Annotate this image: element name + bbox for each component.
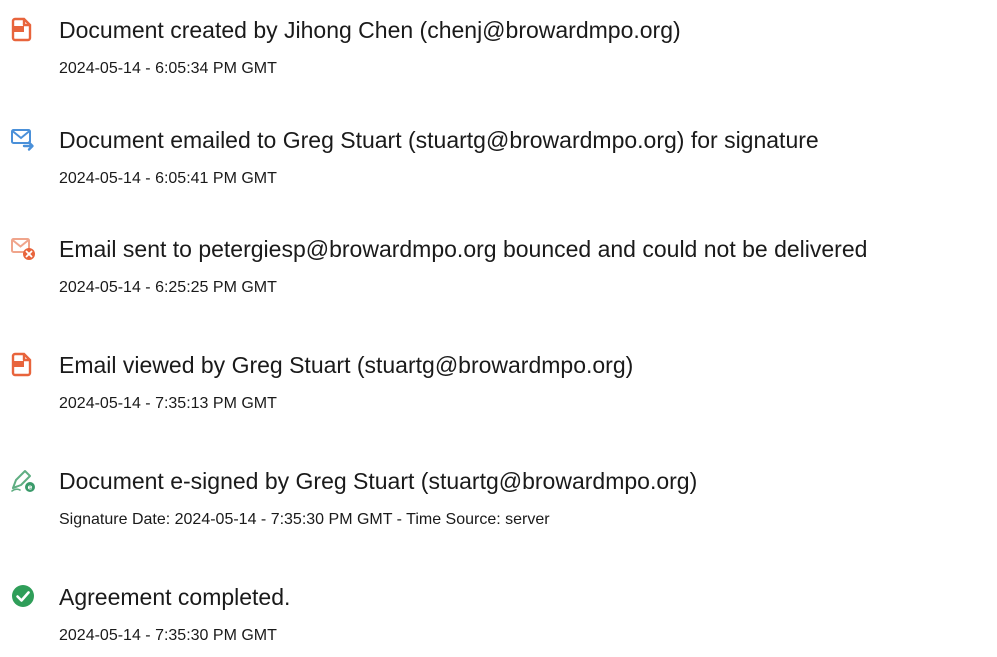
event-signature-details: Signature Date: 2024-05-14 - 7:35:30 PM GMT - Time Source: server (59, 511, 550, 528)
event-timestamp: 2024-05-14 - 6:05:34 PM GMT (59, 60, 277, 77)
event-document-e-signed (0, 461, 997, 541)
event-timestamp: 2024-05-14 - 6:25:25 PM GMT (59, 279, 277, 296)
event-timestamp: 2024-05-14 - 6:05:41 PM GMT (59, 170, 277, 187)
event-title: Document emailed to Greg Stuart (stuartg@browardmpo.org) for signature (59, 127, 819, 153)
event-email-bounced (0, 229, 997, 309)
e-signed-pen-icon (10, 467, 36, 493)
document-viewed-icon (10, 351, 36, 377)
event-title: Document e-signed by Greg Stuart (stuartg@browardmpo.org) (59, 468, 698, 494)
email-bounced-icon (10, 235, 36, 261)
event-document-emailed (0, 120, 997, 200)
document-created-icon (10, 16, 36, 42)
event-title: Email sent to petergiesp@browardmpo.org bounced and could not be delivered (59, 236, 868, 262)
event-timestamp: 2024-05-14 - 7:35:30 PM GMT (59, 627, 277, 644)
event-title: Document created by Jihong Chen (chenj@browardmpo.org) (59, 17, 681, 43)
event-title: Email viewed by Greg Stuart (stuartg@browardmpo.org) (59, 352, 634, 378)
email-sent-icon (10, 126, 36, 152)
event-document-created (0, 10, 997, 90)
event-email-viewed (0, 345, 997, 425)
agreement-completed-check-icon (10, 583, 36, 609)
event-timestamp: 2024-05-14 - 7:35:13 PM GMT (59, 395, 277, 412)
event-title: Agreement completed. (59, 584, 291, 610)
event-agreement-completed (0, 577, 997, 657)
svg-text:e: e (27, 483, 33, 492)
